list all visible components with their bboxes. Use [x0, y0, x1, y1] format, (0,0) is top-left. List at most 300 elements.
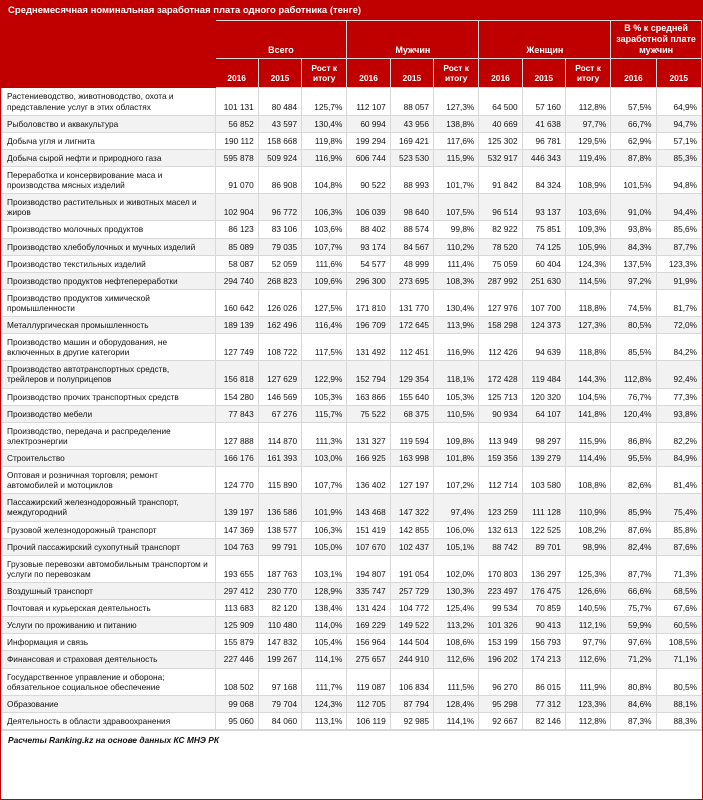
row-value: 54 577 [347, 255, 390, 272]
row-value: 199 267 [258, 651, 301, 668]
row-value: 92,4% [656, 361, 701, 388]
row-value: 87,7% [656, 238, 701, 255]
row-value: 127 629 [258, 361, 301, 388]
table-row [2, 600, 702, 617]
row-value: 105,1% [434, 538, 479, 555]
row-value: 131 327 [347, 422, 390, 449]
row-value: 125 713 [479, 388, 522, 405]
table-row [2, 194, 702, 221]
row-value: 113,1% [302, 712, 347, 729]
row-value: 136 297 [522, 555, 565, 582]
table-row [2, 88, 702, 115]
row-value: 105,9% [565, 238, 610, 255]
row-value: 335 747 [347, 583, 390, 600]
row-value: 117,5% [302, 334, 347, 361]
row-value: 88 574 [390, 221, 433, 238]
row-value: 158 668 [258, 132, 301, 149]
row-value: 105,4% [302, 634, 347, 651]
row-value: 85,5% [611, 334, 656, 361]
row-value: 119,8% [302, 132, 347, 149]
table-row [2, 272, 702, 289]
row-value: 101,5% [611, 166, 656, 193]
row-value: 94 639 [522, 334, 565, 361]
salary-table [1, 20, 702, 730]
table-row [2, 521, 702, 538]
row-value: 127,5% [302, 289, 347, 316]
row-value: 155 879 [215, 634, 258, 651]
row-value: 81,4% [656, 467, 701, 494]
row-value: 127,3% [565, 317, 610, 334]
row-value: 94,4% [656, 194, 701, 221]
row-value: 77 843 [215, 405, 258, 422]
row-value: 87,7% [611, 555, 656, 582]
row-value: 104,8% [302, 166, 347, 193]
row-label: Образование [2, 695, 216, 712]
table-row [2, 668, 702, 695]
row-label: Добыча угля и лигнита [2, 132, 216, 149]
row-value: 595 878 [215, 149, 258, 166]
row-value: 90 934 [479, 405, 522, 422]
row-value: 80,5% [656, 668, 701, 695]
row-value: 112,8% [565, 88, 610, 115]
header-men-growth: Рост к итогу [434, 58, 479, 88]
table-row [2, 583, 702, 600]
table-row [2, 422, 702, 449]
row-value: 297 412 [215, 583, 258, 600]
row-value: 106,0% [434, 521, 479, 538]
header-women-2016: 2016 [479, 58, 522, 88]
table-row [2, 166, 702, 193]
row-value: 176 475 [522, 583, 565, 600]
row-value: 85,8% [656, 521, 701, 538]
row-value: 90 413 [522, 617, 565, 634]
row-value: 131 770 [390, 289, 433, 316]
row-value: 64 500 [479, 88, 522, 115]
table-row [2, 405, 702, 422]
row-value: 99 534 [479, 600, 522, 617]
row-value: 94,8% [656, 166, 701, 193]
row-label: Информация и связь [2, 634, 216, 651]
row-value: 79 035 [258, 238, 301, 255]
row-value: 127 888 [215, 422, 258, 449]
row-value: 74,5% [611, 289, 656, 316]
row-value: 114 870 [258, 422, 301, 449]
row-label: Производство мебели [2, 405, 216, 422]
row-value: 84,9% [656, 450, 701, 467]
row-value: 96 514 [479, 194, 522, 221]
row-value: 58 087 [215, 255, 258, 272]
row-value: 106 039 [347, 194, 390, 221]
row-value: 96 781 [522, 132, 565, 149]
row-value: 190 112 [215, 132, 258, 149]
row-value: 230 770 [258, 583, 301, 600]
header-men-2015: 2015 [390, 58, 433, 88]
header-total-growth: Рост к итогу [302, 58, 347, 88]
row-value: 116,9% [434, 334, 479, 361]
row-value: 509 924 [258, 149, 301, 166]
row-value: 107,7% [302, 467, 347, 494]
row-value: 94,7% [656, 115, 701, 132]
row-value: 84 324 [522, 166, 565, 193]
row-value: 101,8% [434, 450, 479, 467]
row-value: 75 059 [479, 255, 522, 272]
row-value: 104,5% [565, 388, 610, 405]
row-value: 146 569 [258, 388, 301, 405]
row-value: 136 402 [347, 467, 390, 494]
row-value: 139 197 [215, 494, 258, 521]
row-value: 57 160 [522, 88, 565, 115]
row-value: 108 722 [258, 334, 301, 361]
row-value: 107 700 [522, 289, 565, 316]
row-value: 163 998 [390, 450, 433, 467]
row-value: 66,6% [611, 583, 656, 600]
row-value: 136 586 [258, 494, 301, 521]
row-label: Почтовая и курьерская деятельность [2, 600, 216, 617]
row-value: 130,4% [434, 289, 479, 316]
row-value: 103,0% [302, 450, 347, 467]
row-value: 92 667 [479, 712, 522, 729]
row-value: 138,8% [434, 115, 479, 132]
row-value: 128,9% [302, 583, 347, 600]
row-value: 124,3% [302, 695, 347, 712]
row-value: 117,6% [434, 132, 479, 149]
row-value: 162 496 [258, 317, 301, 334]
row-value: 125,7% [302, 88, 347, 115]
row-value: 105,3% [302, 388, 347, 405]
row-value: 71,3% [656, 555, 701, 582]
row-label: Финансовая и страховая деятельность [2, 651, 216, 668]
row-value: 74 125 [522, 238, 565, 255]
row-value: 108,2% [565, 521, 610, 538]
row-value: 101,9% [302, 494, 347, 521]
row-label: Услуги по проживанию и питанию [2, 617, 216, 634]
row-value: 98 640 [390, 194, 433, 221]
row-value: 93,8% [656, 405, 701, 422]
row-value: 88 742 [479, 538, 522, 555]
source-note: Расчеты Ranking.kz на основе данных КС МНЭ РК [1, 730, 702, 748]
row-value: 105,3% [434, 388, 479, 405]
row-value: 161 393 [258, 450, 301, 467]
table-row [2, 317, 702, 334]
row-value: 99 068 [215, 695, 258, 712]
row-value: 163 866 [347, 388, 390, 405]
row-value: 112,8% [611, 361, 656, 388]
row-value: 127 197 [390, 467, 433, 494]
row-value: 95 060 [215, 712, 258, 729]
row-value: 118,8% [565, 289, 610, 316]
row-value: 187 763 [258, 555, 301, 582]
row-value: 88,3% [656, 712, 701, 729]
table-body [2, 88, 702, 730]
row-value: 273 695 [390, 272, 433, 289]
table-row [2, 238, 702, 255]
row-value: 130,3% [434, 583, 479, 600]
header-pct-2016: 2016 [611, 58, 656, 88]
row-value: 98 297 [522, 422, 565, 449]
row-value: 86 015 [522, 668, 565, 695]
row-value: 81,7% [656, 289, 701, 316]
row-value: 115 890 [258, 467, 301, 494]
row-value: 124,3% [565, 255, 610, 272]
row-value: 124 373 [522, 317, 565, 334]
row-value: 166 176 [215, 450, 258, 467]
table-row [2, 149, 702, 166]
row-value: 137,5% [611, 255, 656, 272]
row-value: 111,6% [302, 255, 347, 272]
row-value: 127 749 [215, 334, 258, 361]
row-value: 84,2% [656, 334, 701, 361]
row-value: 223 497 [479, 583, 522, 600]
row-label: Прочий пассажирский сухопутный транспорт [2, 538, 216, 555]
row-value: 103,6% [302, 221, 347, 238]
table-row [2, 494, 702, 521]
row-value: 85,6% [656, 221, 701, 238]
row-value: 120 320 [522, 388, 565, 405]
row-value: 87,3% [611, 712, 656, 729]
row-value: 97,7% [565, 634, 610, 651]
row-value: 62,9% [611, 132, 656, 149]
row-value: 152 794 [347, 361, 390, 388]
row-value: 111,9% [565, 668, 610, 695]
row-value: 139 279 [522, 450, 565, 467]
row-value: 88,1% [656, 695, 701, 712]
row-value: 91 842 [479, 166, 522, 193]
row-value: 109,8% [434, 422, 479, 449]
row-value: 104 763 [215, 538, 258, 555]
row-value: 113 683 [215, 600, 258, 617]
row-value: 48 999 [390, 255, 433, 272]
row-value: 147 369 [215, 521, 258, 538]
row-value: 244 910 [390, 651, 433, 668]
row-value: 88 993 [390, 166, 433, 193]
row-value: 123,3% [565, 695, 610, 712]
row-value: 99 791 [258, 538, 301, 555]
row-value: 67 276 [258, 405, 301, 422]
row-value: 86,8% [611, 422, 656, 449]
row-value: 87 794 [390, 695, 433, 712]
row-value: 80,8% [611, 668, 656, 695]
row-value: 257 729 [390, 583, 433, 600]
row-value: 75,4% [656, 494, 701, 521]
row-value: 112 705 [347, 695, 390, 712]
row-value: 91 070 [215, 166, 258, 193]
row-value: 93,8% [611, 221, 656, 238]
row-value: 108,8% [565, 467, 610, 494]
row-value: 194 807 [347, 555, 390, 582]
row-value: 126 026 [258, 289, 301, 316]
row-value: 97,7% [565, 115, 610, 132]
header-men-2016: 2016 [347, 58, 390, 88]
row-value: 120,4% [611, 405, 656, 422]
row-value: 115,7% [302, 405, 347, 422]
row-value: 125,4% [434, 600, 479, 617]
row-value: 109,3% [565, 221, 610, 238]
row-label: Производство хлебобулочных и мучных изделий [2, 238, 216, 255]
row-value: 127,3% [434, 88, 479, 115]
row-value: 169 229 [347, 617, 390, 634]
row-value: 287 992 [479, 272, 522, 289]
row-value: 79 704 [258, 695, 301, 712]
row-value: 75 522 [347, 405, 390, 422]
row-value: 123 259 [479, 494, 522, 521]
row-value: 108,5% [656, 634, 701, 651]
row-value: 101,7% [434, 166, 479, 193]
row-value: 99,8% [434, 221, 479, 238]
row-value: 119,4% [565, 149, 610, 166]
row-value: 84,3% [611, 238, 656, 255]
header-group-total: Всего [215, 21, 347, 59]
row-value: 118,1% [434, 361, 479, 388]
row-value: 64 107 [522, 405, 565, 422]
row-value: 111,5% [434, 668, 479, 695]
row-value: 112,6% [434, 651, 479, 668]
row-value: 112,6% [565, 651, 610, 668]
row-value: 153 199 [479, 634, 522, 651]
row-value: 114,0% [302, 617, 347, 634]
row-value: 107 670 [347, 538, 390, 555]
row-value: 251 630 [522, 272, 565, 289]
table-row [2, 467, 702, 494]
header-total-2016: 2016 [215, 58, 258, 88]
row-value: 95 298 [479, 695, 522, 712]
row-value: 106 119 [347, 712, 390, 729]
row-value: 116,9% [302, 149, 347, 166]
table-header [2, 21, 702, 88]
row-label: Оптовая и розничная торговля; ремонт автомобилей и мотоциклов [2, 467, 216, 494]
row-label: Добыча сырой нефти и природного газа [2, 149, 216, 166]
row-value: 154 280 [215, 388, 258, 405]
row-value: 115,9% [565, 422, 610, 449]
row-value: 108,3% [434, 272, 479, 289]
row-value: 60,5% [656, 617, 701, 634]
row-value: 118,8% [565, 334, 610, 361]
row-value: 143 468 [347, 494, 390, 521]
row-value: 144,3% [565, 361, 610, 388]
row-value: 115,9% [434, 149, 479, 166]
row-value: 89 701 [522, 538, 565, 555]
row-value: 70 859 [522, 600, 565, 617]
row-value: 105,0% [302, 538, 347, 555]
row-value: 169 421 [390, 132, 433, 149]
row-value: 446 343 [522, 149, 565, 166]
table-row [2, 221, 702, 238]
table-row [2, 651, 702, 668]
row-value: 114,1% [434, 712, 479, 729]
row-value: 196 709 [347, 317, 390, 334]
row-value: 66,7% [611, 115, 656, 132]
row-label: Растениеводство, животноводство, охота и представление услуг в этих областях [2, 88, 216, 115]
row-value: 191 054 [390, 555, 433, 582]
row-value: 111,7% [302, 668, 347, 695]
row-value: 106,3% [302, 194, 347, 221]
row-value: 102 437 [390, 538, 433, 555]
row-value: 64,9% [656, 88, 701, 115]
row-value: 77 312 [522, 695, 565, 712]
row-value: 76,7% [611, 388, 656, 405]
row-value: 111,3% [302, 422, 347, 449]
row-value: 96 270 [479, 668, 522, 695]
header-group-row [2, 21, 702, 59]
row-value: 113,9% [434, 317, 479, 334]
row-value: 109,6% [302, 272, 347, 289]
row-value: 127 976 [479, 289, 522, 316]
row-value: 149 522 [390, 617, 433, 634]
row-value: 147 322 [390, 494, 433, 521]
row-value: 523 530 [390, 149, 433, 166]
row-value: 102,0% [434, 555, 479, 582]
row-value: 132 613 [479, 521, 522, 538]
row-value: 532 917 [479, 149, 522, 166]
row-value: 86 123 [215, 221, 258, 238]
row-value: 172 428 [479, 361, 522, 388]
row-value: 199 294 [347, 132, 390, 149]
row-value: 112 714 [479, 467, 522, 494]
row-value: 87,6% [656, 538, 701, 555]
row-value: 82 120 [258, 600, 301, 617]
row-value: 116,4% [302, 317, 347, 334]
header-group-women: Женщин [479, 21, 611, 59]
row-value: 296 300 [347, 272, 390, 289]
row-value: 138 577 [258, 521, 301, 538]
row-value: 275 657 [347, 651, 390, 668]
table-row [2, 617, 702, 634]
row-value: 93 137 [522, 194, 565, 221]
row-value: 128,4% [434, 695, 479, 712]
row-value: 41 638 [522, 115, 565, 132]
row-value: 82 922 [479, 221, 522, 238]
row-value: 102 904 [215, 194, 258, 221]
row-value: 123,3% [656, 255, 701, 272]
header-group-percent-of-men: В % к средней заработной плате мужчин [611, 21, 702, 59]
row-label: Производство молочных продуктов [2, 221, 216, 238]
row-value: 82 146 [522, 712, 565, 729]
row-value: 189 139 [215, 317, 258, 334]
row-value: 108 502 [215, 668, 258, 695]
row-value: 147 832 [258, 634, 301, 651]
row-value: 129,5% [565, 132, 610, 149]
row-value: 227 446 [215, 651, 258, 668]
row-value: 85 089 [215, 238, 258, 255]
row-value: 80 484 [258, 88, 301, 115]
row-label: Металлургическая промышленность [2, 317, 216, 334]
row-value: 156 818 [215, 361, 258, 388]
row-value: 75,7% [611, 600, 656, 617]
row-value: 156 964 [347, 634, 390, 651]
row-value: 166 925 [347, 450, 390, 467]
row-value: 60 994 [347, 115, 390, 132]
table-row [2, 634, 702, 651]
table-row [2, 132, 702, 149]
row-value: 142 855 [390, 521, 433, 538]
header-industry [2, 21, 216, 88]
row-label: Деятельность в области здравоохранения [2, 712, 216, 729]
row-value: 96 772 [258, 194, 301, 221]
row-value: 108,6% [434, 634, 479, 651]
row-value: 112,8% [565, 712, 610, 729]
table-row [2, 289, 702, 316]
header-total-2015: 2015 [258, 58, 301, 88]
row-value: 159 356 [479, 450, 522, 467]
row-value: 82,6% [611, 467, 656, 494]
row-value: 88 402 [347, 221, 390, 238]
row-label: Государственное управление и оборона; обязательное социальное обеспечение [2, 668, 216, 695]
row-value: 97,2% [611, 272, 656, 289]
row-label: Производство автотранспортных средств, трейлеров и полуприцепов [2, 361, 216, 388]
row-value: 85,3% [656, 149, 701, 166]
row-value: 172 645 [390, 317, 433, 334]
row-value: 156 793 [522, 634, 565, 651]
row-label: Рыболовство и аквакультура [2, 115, 216, 132]
